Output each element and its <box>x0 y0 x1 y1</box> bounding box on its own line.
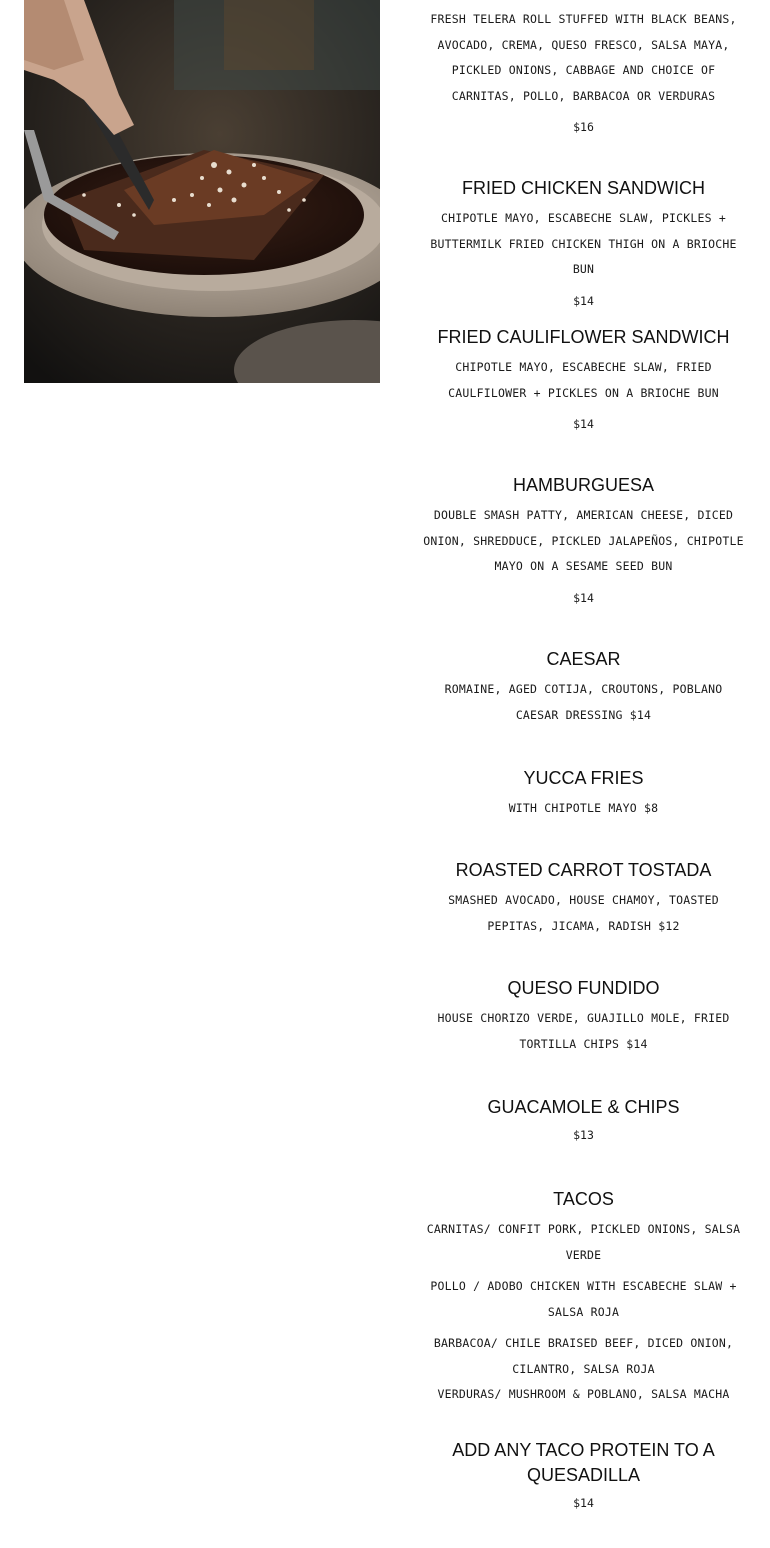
item-title: ADD ANY TACO PROTEIN TO A QUESADILLA <box>452 1440 715 1485</box>
item-description: DOUBLE SMASH PATTY, AMERICAN CHEESE, DICED ONION, SHREDDUCE, PICKLED JALAPEÑOS, CHIPOTLE MAYO ON A SESAME SEED BUN <box>423 508 744 573</box>
menu-item-tacos <box>420 1187 747 1408</box>
item-price: $14 <box>573 590 594 605</box>
item-description: CHIPOTLE MAYO, ESCABECHE SLAW, PICKLES + BUTTERMILK FRIED CHICKEN THIGH ON A BRIOCHE BUN <box>430 211 737 276</box>
food-photo <box>24 0 380 383</box>
menu-item-fried-chicken-sandwich <box>420 176 747 311</box>
menu-item-roasted-carrot-tostada <box>420 858 747 939</box>
item-title: GUACAMOLE & CHIPS <box>487 1097 680 1117</box>
item-price: $14 <box>573 417 594 431</box>
item-description: SMASHED AVOCADO, HOUSE CHAMOY, TOASTED PEPITAS, JICAMA, RADISH $12 <box>448 893 719 933</box>
menu-item-torta <box>420 7 747 137</box>
item-description: CHIPOTLE MAYO, ESCABECHE SLAW, FRIED CAULFILOWER + PICKLES ON A BRIOCHE BUN <box>448 360 719 400</box>
item-description: FRESH TELERA ROLL STUFFED WITH BLACK BEANS, AVOCADO, CREMA, QUESO FRESCO, SALSA MAYA, PICKLED ONIONS, CABBAGE AND CHOICE OF CARNITAS, POLLO, BARBACOA OR VERDURAS <box>430 12 737 103</box>
item-description: ROMAINE, AGED COTIJA, CROUTONS, POBLANO CAESAR DRESSING $14 <box>444 682 723 722</box>
menu-item-guacamole-chips <box>420 1095 747 1145</box>
item-price: $16 <box>573 120 594 134</box>
menu-item-yucca-fries <box>420 766 747 822</box>
taco-option-verduras: VERDURAS/ MUSHROOM & POBLANO, SALSA MACHA <box>437 1387 730 1401</box>
enchiladas-plate-image <box>24 0 380 383</box>
item-title: QUESO FUNDIDO <box>507 978 660 998</box>
item-title: CAESAR <box>546 649 621 669</box>
item-description: WITH CHIPOTLE MAYO $8 <box>508 801 659 815</box>
menu-item-quesadilla <box>420 1438 747 1513</box>
item-price: $13 <box>573 1128 594 1142</box>
taco-option-pollo: POLLO / ADOBO CHICKEN WITH ESCABECHE SLAW + SALSA ROJA <box>430 1279 737 1319</box>
item-title: ROASTED CARROT TOSTADA <box>455 860 712 880</box>
taco-option-carnitas: CARNITAS/ CONFIT PORK, PICKLED ONIONS, SALSA VERDE <box>426 1222 741 1262</box>
menu-item-hamburguesa <box>420 473 747 608</box>
item-description: HOUSE CHORIZO VERDE, GUAJILLO MOLE, FRIED TORTILLA CHIPS $14 <box>437 1011 730 1051</box>
menu-item-fried-cauliflower-sandwich <box>420 325 747 434</box>
item-price: $14 <box>573 1496 594 1510</box>
taco-option-barbacoa: BARBACOA/ CHILE BRAISED BEEF, DICED ONION, CILANTRO, SALSA ROJA <box>433 1336 734 1376</box>
item-title: TACOS <box>553 1189 614 1209</box>
item-price: $14 <box>573 293 594 308</box>
item-title: FRIED CHICKEN SANDWICH <box>461 178 705 198</box>
item-title: YUCCA FRIES <box>523 768 644 788</box>
menu-item-queso-fundido <box>420 976 747 1057</box>
item-title: HAMBURGUESA <box>512 475 655 495</box>
item-title: FRIED CAULIFLOWER SANDWICH <box>437 327 730 347</box>
menu-item-caesar <box>420 647 747 728</box>
